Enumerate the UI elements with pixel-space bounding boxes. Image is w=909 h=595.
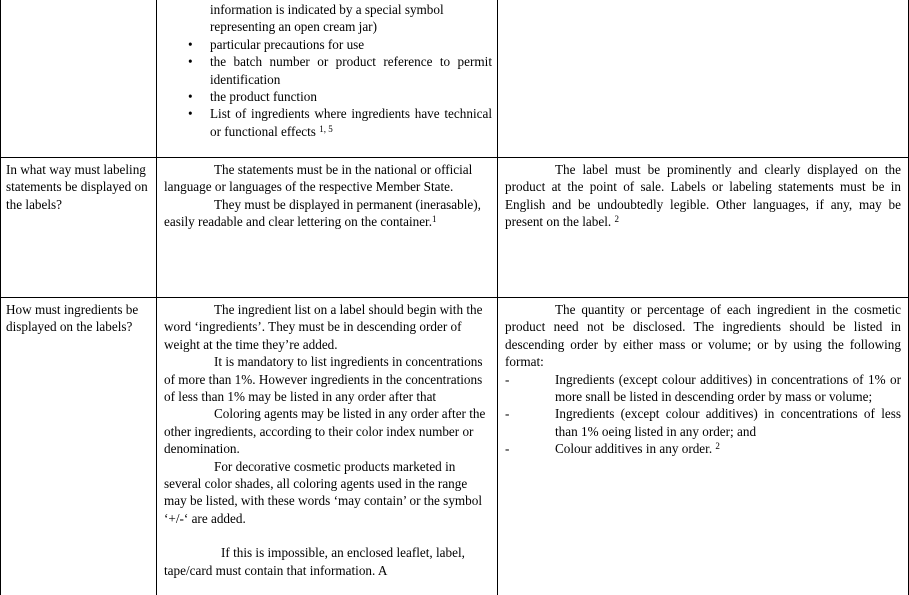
paragraph: Coloring agents may be listed in any order after the other ingredients, according to their color index number or denomination. bbox=[164, 406, 486, 457]
row2-eu-cell bbox=[164, 161, 492, 231]
paragraph: They must be displayed in permanent (inerasable), easily readable and clear lettering on the container.$^1$ bbox=[164, 196, 481, 230]
list-item: • the batch number or product reference to permit identification bbox=[164, 53, 492, 88]
paragraph: The ingredient list on a label should begin with the word ‘ingredients’. They must be in descending order of weight at the time they’re added. bbox=[164, 302, 483, 352]
footnote-ref: 2 bbox=[614, 214, 619, 225]
paragraph: For decorative cosmetic products marketed in several color shades, all coloring agents used in the range may be listed, with these words ‘may contain’ or the symbol ‘+/-‘ are added. bbox=[164, 458, 483, 526]
paragraph: If this is impossible, an enclosed leaflet, label, tape/card must contain that information. A bbox=[164, 545, 465, 578]
footnote-ref: 1, 5 bbox=[319, 123, 333, 134]
eu-partial-text-1: information is indicated by a special symbol bbox=[210, 2, 444, 17]
row3-question: How must ingredients be displayed on the labels? bbox=[6, 302, 139, 335]
list-item: • particular precautions for use bbox=[164, 36, 492, 53]
row1-eu-cell bbox=[164, 1, 492, 140]
list-item: • List of ingredients where ingredients have technical or functional effects $^{1, 5}$ bbox=[164, 105, 492, 140]
row-divider-1 bbox=[0, 157, 909, 158]
paragraph: The statements must be in the national or official language or languages of the respective Member State. bbox=[164, 162, 473, 195]
list-item: - Ingredients (except colour additives) in concentrations of 1% or more snall be listed in descending order by mass or volume; bbox=[505, 371, 901, 405]
footnote-ref: 1 bbox=[432, 214, 437, 225]
paragraph: It is mandatory to list ingredients in concentrations of more than 1%. However ingredients in the concentrations of less than 1% may be listed in any order after that bbox=[164, 354, 483, 405]
list-item: - Ingredients (except colour additives) in concentrations of less than 1% oeing listed in any order; and bbox=[505, 406, 901, 439]
row3-us-cell bbox=[505, 301, 901, 458]
list-item: - Colour additives in any order. $^2$ bbox=[505, 441, 720, 457]
row-divider-2 bbox=[0, 297, 909, 298]
eu-labeling-bullet-list bbox=[164, 36, 492, 140]
paragraph: The label must be prominently and clearly displayed on the product at the point of sale. Labels or labeling statements must be in English and be undoubtedly legible. Other languages, if any, may be present on the label. $^2$ bbox=[505, 162, 901, 230]
paragraph: The quantity or percentage of each ingredient in the cosmetic product need not be disclosed. The ingredients should be listed in descending order by either mass or volume; or by using the following format: bbox=[505, 302, 901, 370]
eu-partial-text-2: representing an open cream jar) bbox=[210, 19, 377, 35]
row3-eu-cell bbox=[164, 301, 492, 579]
list-item: • the product function bbox=[164, 88, 492, 105]
footnote-ref: 2 bbox=[715, 441, 720, 452]
row2-us-cell bbox=[505, 161, 901, 231]
row2-question: In what way must labeling statements be displayed on the labels? bbox=[6, 162, 148, 212]
